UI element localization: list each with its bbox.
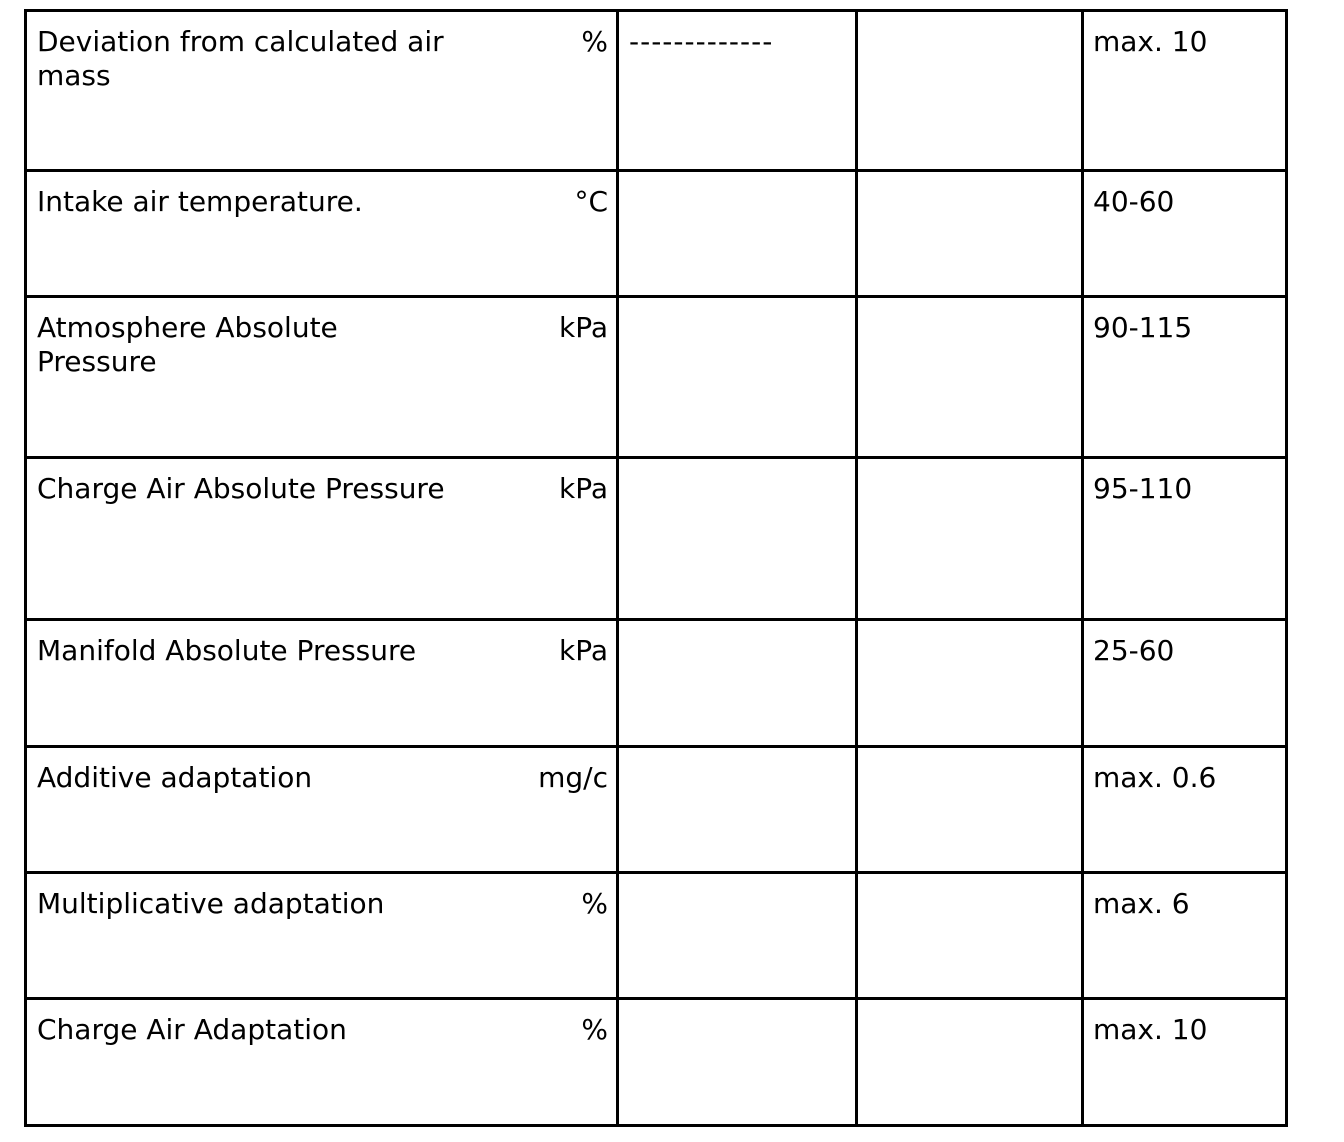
reading-cell: -------------	[618, 11, 857, 171]
limit-cell: max. 10	[1083, 11, 1287, 171]
table-row	[26, 873, 1287, 999]
parameter-name: Intake air temperature.	[37, 185, 363, 218]
limit-cell: max. 10	[1083, 999, 1287, 1126]
parameter-unit: mg/c	[538, 761, 608, 794]
blank-cell	[857, 458, 1083, 620]
parameter-cell	[26, 458, 618, 620]
parameter-cell	[26, 999, 618, 1126]
reading-cell	[618, 171, 857, 297]
limit-cell: 40-60	[1083, 171, 1287, 297]
blank-cell	[857, 747, 1083, 873]
reading-cell	[618, 999, 857, 1126]
reading-cell	[618, 747, 857, 873]
parameter-cell	[26, 620, 618, 747]
table-row	[26, 747, 1287, 873]
parameter-unit: kPa	[559, 634, 608, 667]
reading-cell	[618, 873, 857, 999]
limit-cell: max. 0.6	[1083, 747, 1287, 873]
parameter-cell	[26, 747, 618, 873]
parameter-cell	[26, 11, 618, 171]
blank-cell	[857, 297, 1083, 458]
parameter-cell	[26, 297, 618, 458]
parameter-name: Atmosphere Absolute Pressure	[37, 311, 338, 378]
limit-cell: 25-60	[1083, 620, 1287, 747]
specification-table	[24, 9, 1288, 1127]
blank-cell	[857, 171, 1083, 297]
reading-cell	[618, 620, 857, 747]
reading-cell	[618, 458, 857, 620]
table-row	[26, 620, 1287, 747]
table-row	[26, 458, 1287, 620]
blank-cell	[857, 11, 1083, 171]
limit-cell: max. 6	[1083, 873, 1287, 999]
parameter-name: Additive adaptation	[37, 761, 313, 794]
parameter-unit: kPa	[559, 311, 608, 344]
parameter-unit: %	[581, 887, 608, 920]
table-row	[26, 297, 1287, 458]
parameter-name: Charge Air Absolute Pressure	[37, 472, 445, 505]
parameter-cell	[26, 171, 618, 297]
table-row	[26, 11, 1287, 171]
parameter-name: Multiplicative adaptation	[37, 887, 385, 920]
parameter-unit: kPa	[559, 472, 608, 505]
parameter-unit: °C	[574, 185, 608, 218]
parameter-unit: %	[581, 1013, 608, 1046]
blank-cell	[857, 873, 1083, 999]
parameter-name: Deviation from calculated air mass	[37, 25, 444, 92]
reading-cell	[618, 297, 857, 458]
blank-cell	[857, 620, 1083, 747]
limit-cell: 95-110	[1083, 458, 1287, 620]
parameter-name: Manifold Absolute Pressure	[37, 634, 417, 667]
table-row	[26, 999, 1287, 1126]
table-row	[26, 171, 1287, 297]
limit-cell: 90-115	[1083, 297, 1287, 458]
blank-cell	[857, 999, 1083, 1126]
parameter-name: Charge Air Adaptation	[37, 1013, 347, 1046]
parameter-cell	[26, 873, 618, 999]
parameter-unit: %	[581, 25, 608, 58]
